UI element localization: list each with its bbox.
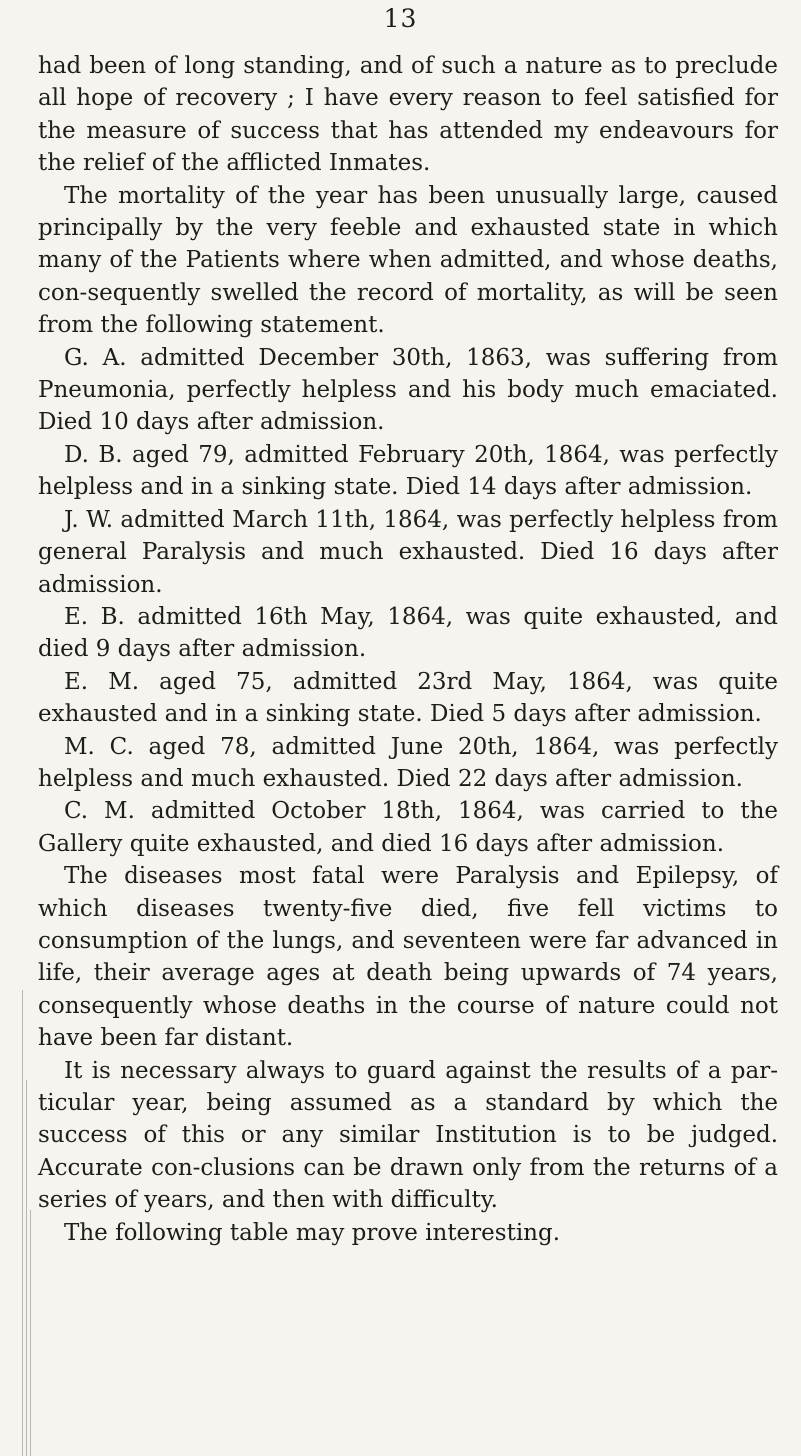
paragraph-case-ga: G. A. admitted December 30th, 1863, was suffering from Pneumonia, perfectly helpless and his body much emaciated. Died 10 days after admission. — [38, 344, 778, 436]
paragraph-case-eb: E. B. admitted 16th May, 1864, was quite exhausted, and died 9 days after admission. — [38, 603, 778, 663]
paragraph-continuation: had been of long standing, and of such a nature as to preclude all hope of recovery ; I have every reason to feel satisfied for the measure of success that has attended my endeavours for the relief of the afflicted Inmates. — [38, 53, 778, 177]
paragraph-case-cm: C. M. admitted October 18th, 1864, was carried to the Gallery quite exhausted, and died 16 days after admission. — [38, 798, 778, 857]
paragraph-case-mc: M. C. aged 78, admitted June 20th, 1864, was perfectly helpless and much exhausted. Died 22 days after admission. — [38, 733, 778, 792]
paragraph-case-em: E. M. aged 75, admitted 23rd May, 1864, was quite exhausted and in a sinking state. Died 5 days after admission. — [38, 668, 778, 728]
binding-edge-decoration — [0, 990, 34, 1456]
paragraph-case-jw: J. W. admitted March 11th, 1864, was perfectly helpless from general Paralysis and much exhausted. Died 16 days after admission. — [38, 506, 778, 598]
paragraph-guard: It is necessary always to guard against the results of a par-ticular year, being assumed as a standard by which the success of this or any similar Institution is to be judged. Accurate con-clusions can be drawn only from the returns of a series of years, and then with difficulty. — [38, 1057, 778, 1214]
body-text — [38, 50, 778, 1249]
page-number: 13 — [383, 4, 418, 33]
paragraph-mortality: The mortality of the year has been unusually large, caused principally by the very feeble and exhausted state in which many of the Patients where when admitted, and whose deaths, con-sequently swelled the record of mortality, as will be seen from the following statement. — [38, 182, 778, 339]
paragraph-case-db: D. B. aged 79, admitted February 20th, 1864, was perfectly helpless and in a sinking state. Died 14 days after admission. — [38, 441, 778, 501]
paragraph-table-intro: The following table may prove interesting. — [64, 1219, 561, 1246]
paragraph-diseases: The diseases most fatal were Paralysis and Epilepsy, of which diseases twenty-five died, five fell victims to consumption of the lungs, and seventeen were far advanced in life, their average ages at death being upwards of 74 years, consequently whose deaths in the course of nature could not have been far distant. — [38, 863, 778, 1052]
